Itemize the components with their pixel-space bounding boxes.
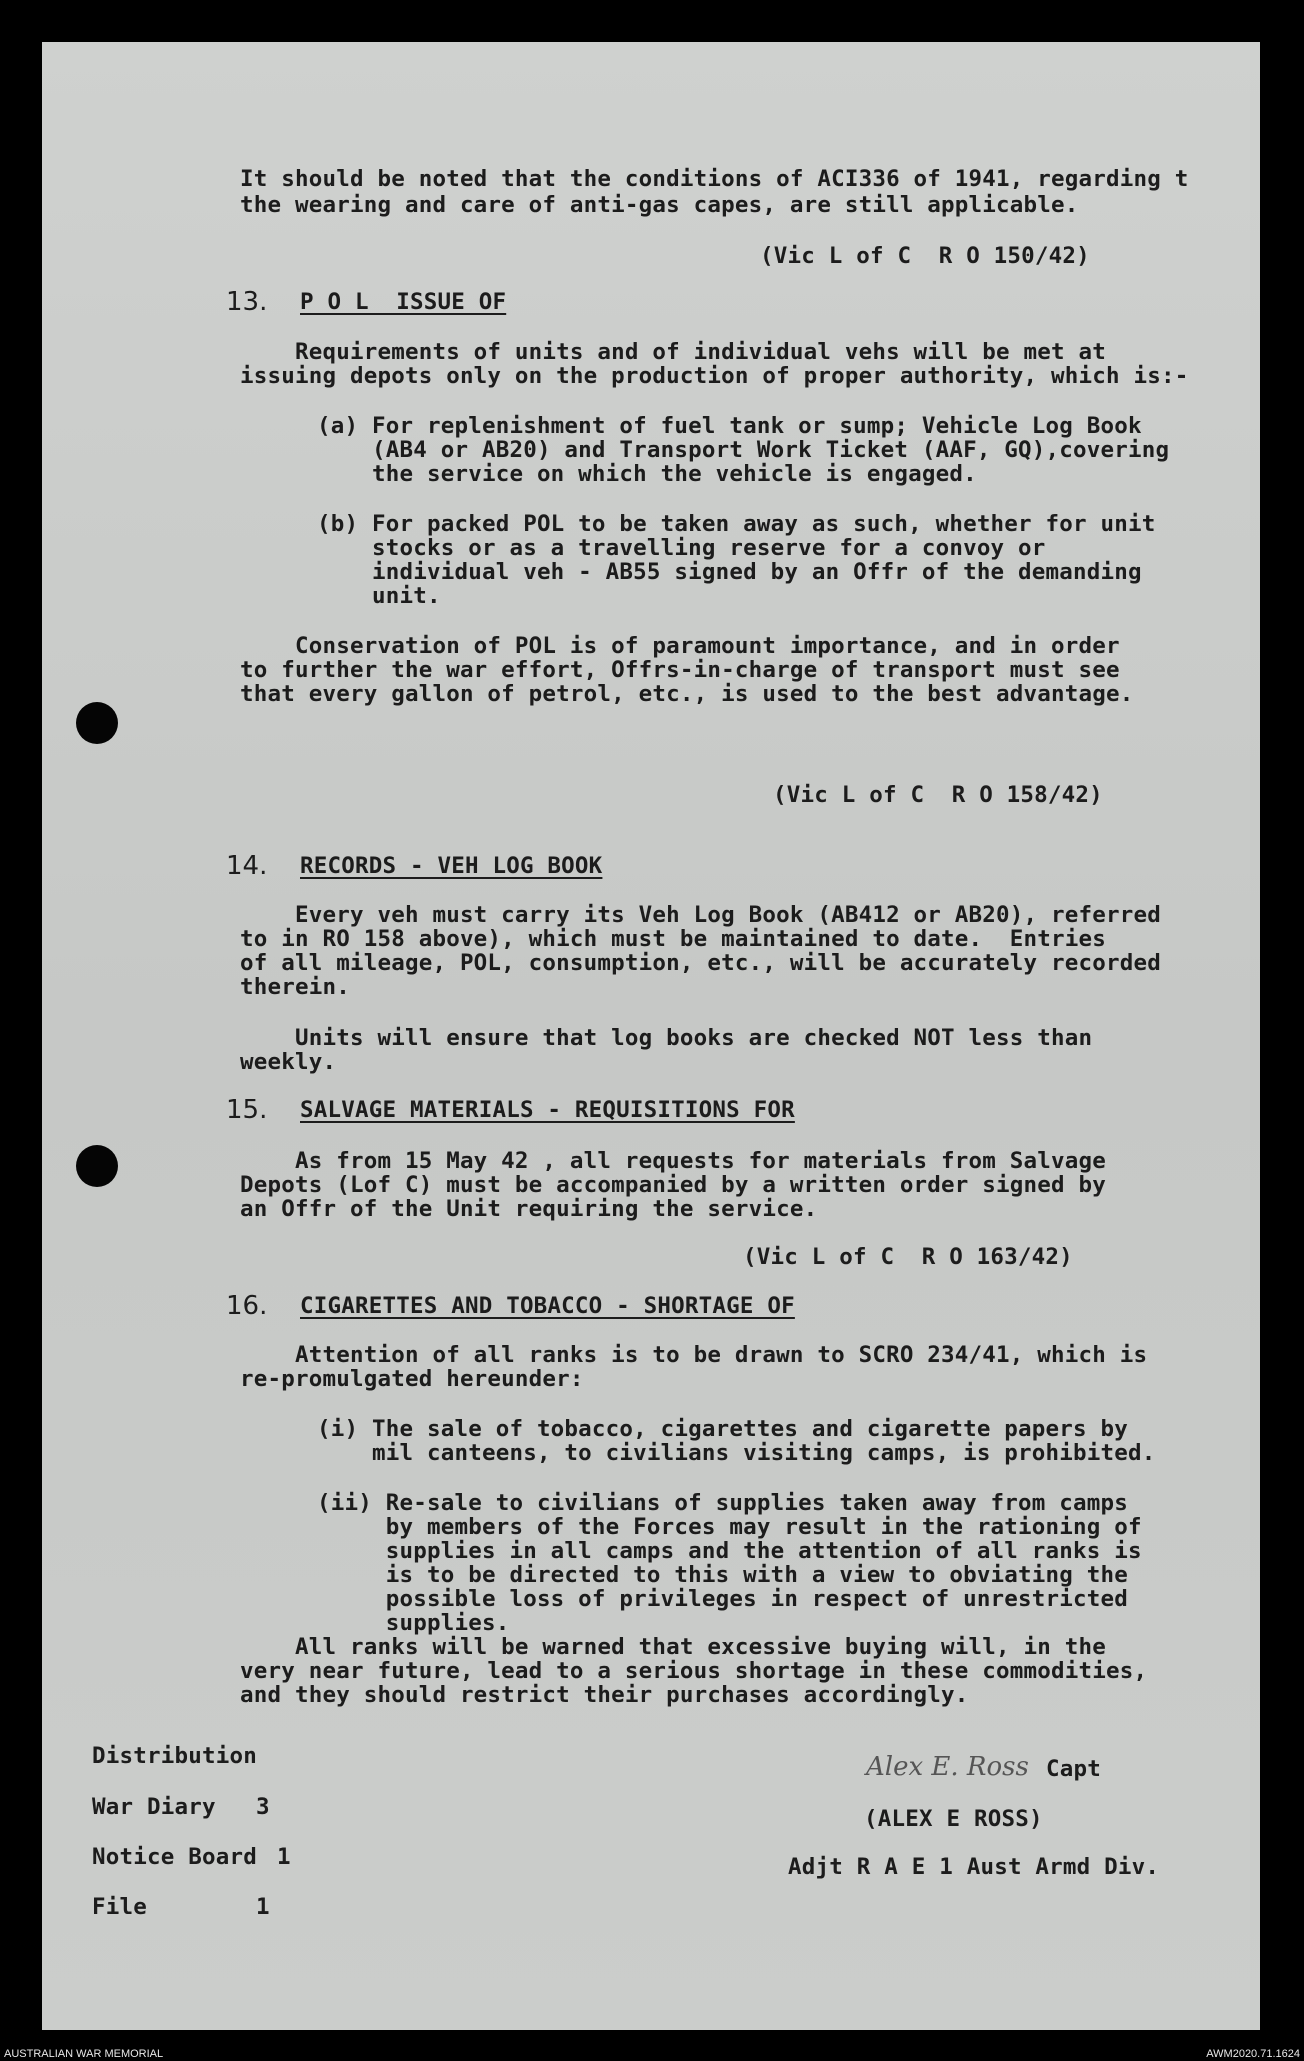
distribution-heading: Distribution <box>92 1743 257 1769</box>
list-item-line: (b) For packed POL to be taken away as such, whether for unit <box>317 511 1156 537</box>
list-item-line: (ii) Re-sale to civilians of supplies taken away from camps <box>317 1490 1129 1516</box>
paragraph-line: re-promulgated hereunder: <box>240 1366 584 1392</box>
paragraph-line: to in RO 158 above), which must be maintained to date. Entries <box>240 926 1107 952</box>
punch-hole-icon <box>76 702 118 744</box>
punch-hole-icon <box>76 1145 118 1187</box>
paragraph-line: Units will ensure that log books are checked NOT less than <box>240 1025 1093 1051</box>
paragraph-line: Conservation of POL is of paramount importance, and in order <box>240 633 1120 659</box>
section-number: 16. <box>226 1291 268 1321</box>
list-item-line: unit. <box>317 583 441 609</box>
paragraph-line: that every gallon of petrol, etc., is used to the best advantage. <box>240 681 1134 707</box>
list-item-line: (a) For replenishment of fuel tank or sump; Vehicle Log Book <box>317 413 1142 439</box>
list-item-line: (i) The sale of tobacco, cigarettes and cigarette papers by <box>317 1416 1129 1442</box>
footer-right: AWM2020.71.1624 <box>1206 2048 1300 2060</box>
paragraph-line: and they should restrict their purchases accordingly. <box>240 1682 969 1708</box>
section-number: 14. <box>226 851 268 881</box>
paragraph-line: an Offr of the Unit requiring the service. <box>240 1196 818 1222</box>
list-item-line: (AB4 or AB20) and Transport Work Ticket (AAF, GQ),covering <box>317 437 1170 463</box>
reference: (Vic L of C R O 158/42) <box>773 782 1103 808</box>
reference: (Vic L of C R O 150/42) <box>760 243 1090 269</box>
list-item-line: individual veh - AB55 signed by an Offr of the demanding <box>317 559 1142 585</box>
paragraph-line: therein. <box>240 974 350 1000</box>
paragraph-line: Depots (Lof C) must be accompanied by a written order signed by <box>240 1172 1107 1198</box>
list-item-line: by members of the Forces may result in the rationing of <box>317 1514 1142 1540</box>
section-title: RECORDS - VEH LOG BOOK <box>300 853 603 879</box>
distribution-count: 1 <box>256 1894 270 1920</box>
distribution-label: War Diary <box>92 1794 216 1820</box>
signatory-title: Adjt R A E 1 Aust Armd Div. <box>788 1854 1160 1880</box>
list-item-line: the service on which the vehicle is engaged. <box>317 461 977 487</box>
list-item-line: is to be directed to this with a view to obviating the <box>317 1562 1129 1588</box>
signatory-name: (ALEX E ROSS) <box>864 1806 1043 1832</box>
paragraph-line: of all mileage, POL, consumption, etc., will be accurately recorded <box>240 950 1161 976</box>
reference: (Vic L of C R O 163/42) <box>743 1244 1073 1270</box>
paragraph-line: to further the war effort, Offrs-in-charge of transport must see <box>240 657 1120 683</box>
list-item-line: supplies. <box>317 1610 510 1636</box>
section-number: 13. <box>226 287 268 317</box>
section-title: P O L ISSUE OF <box>300 289 507 315</box>
section-title: CIGARETTES AND TOBACCO - SHORTAGE OF <box>300 1293 795 1319</box>
intro-line: the wearing and care of anti-gas capes, are still applicable. <box>240 192 1079 218</box>
paragraph-line: weekly. <box>240 1049 337 1075</box>
paragraph-line: Attention of all ranks is to be drawn to SCRO 234/41, which is <box>240 1342 1148 1368</box>
intro-line: It should be noted that the conditions of ACI336 of 1941, regarding t <box>240 166 1189 192</box>
distribution-count: 1 <box>277 1844 291 1870</box>
paragraph-line: very near future, lead to a serious shortage in these commodities, <box>240 1658 1148 1684</box>
list-item-line: stocks or as a travelling reserve for a convoy or <box>317 535 1046 561</box>
paragraph-line: As from 15 May 42 , all requests for materials from Salvage <box>240 1148 1107 1174</box>
distribution-count: 3 <box>256 1794 270 1820</box>
list-item-line: possible loss of privileges in respect of unrestricted <box>317 1586 1129 1612</box>
paragraph-line: Requirements of units and of individual vehs will be met at <box>240 339 1107 365</box>
section-number: 15. <box>226 1095 268 1125</box>
distribution-label: Notice Board <box>92 1844 257 1870</box>
paragraph-line: issuing depots only on the production of proper authority, which is:- <box>240 363 1189 389</box>
footer-left: AUSTRALIAN WAR MEMORIAL <box>4 2048 164 2060</box>
distribution-label: File <box>92 1894 147 1920</box>
list-item-line: supplies in all camps and the attention of all ranks is <box>317 1538 1142 1564</box>
paragraph-line: All ranks will be warned that excessive buying will, in the <box>240 1634 1107 1660</box>
section-title: SALVAGE MATERIALS - REQUISITIONS FOR <box>300 1097 795 1123</box>
signature: Alex E. Ross <box>866 1752 1029 1782</box>
list-item-line: mil canteens, to civilians visiting camps, is prohibited. <box>317 1440 1156 1466</box>
paragraph-line: Every veh must carry its Veh Log Book (AB412 or AB20), referred <box>240 902 1161 928</box>
signature-rank: Capt <box>1046 1756 1101 1782</box>
